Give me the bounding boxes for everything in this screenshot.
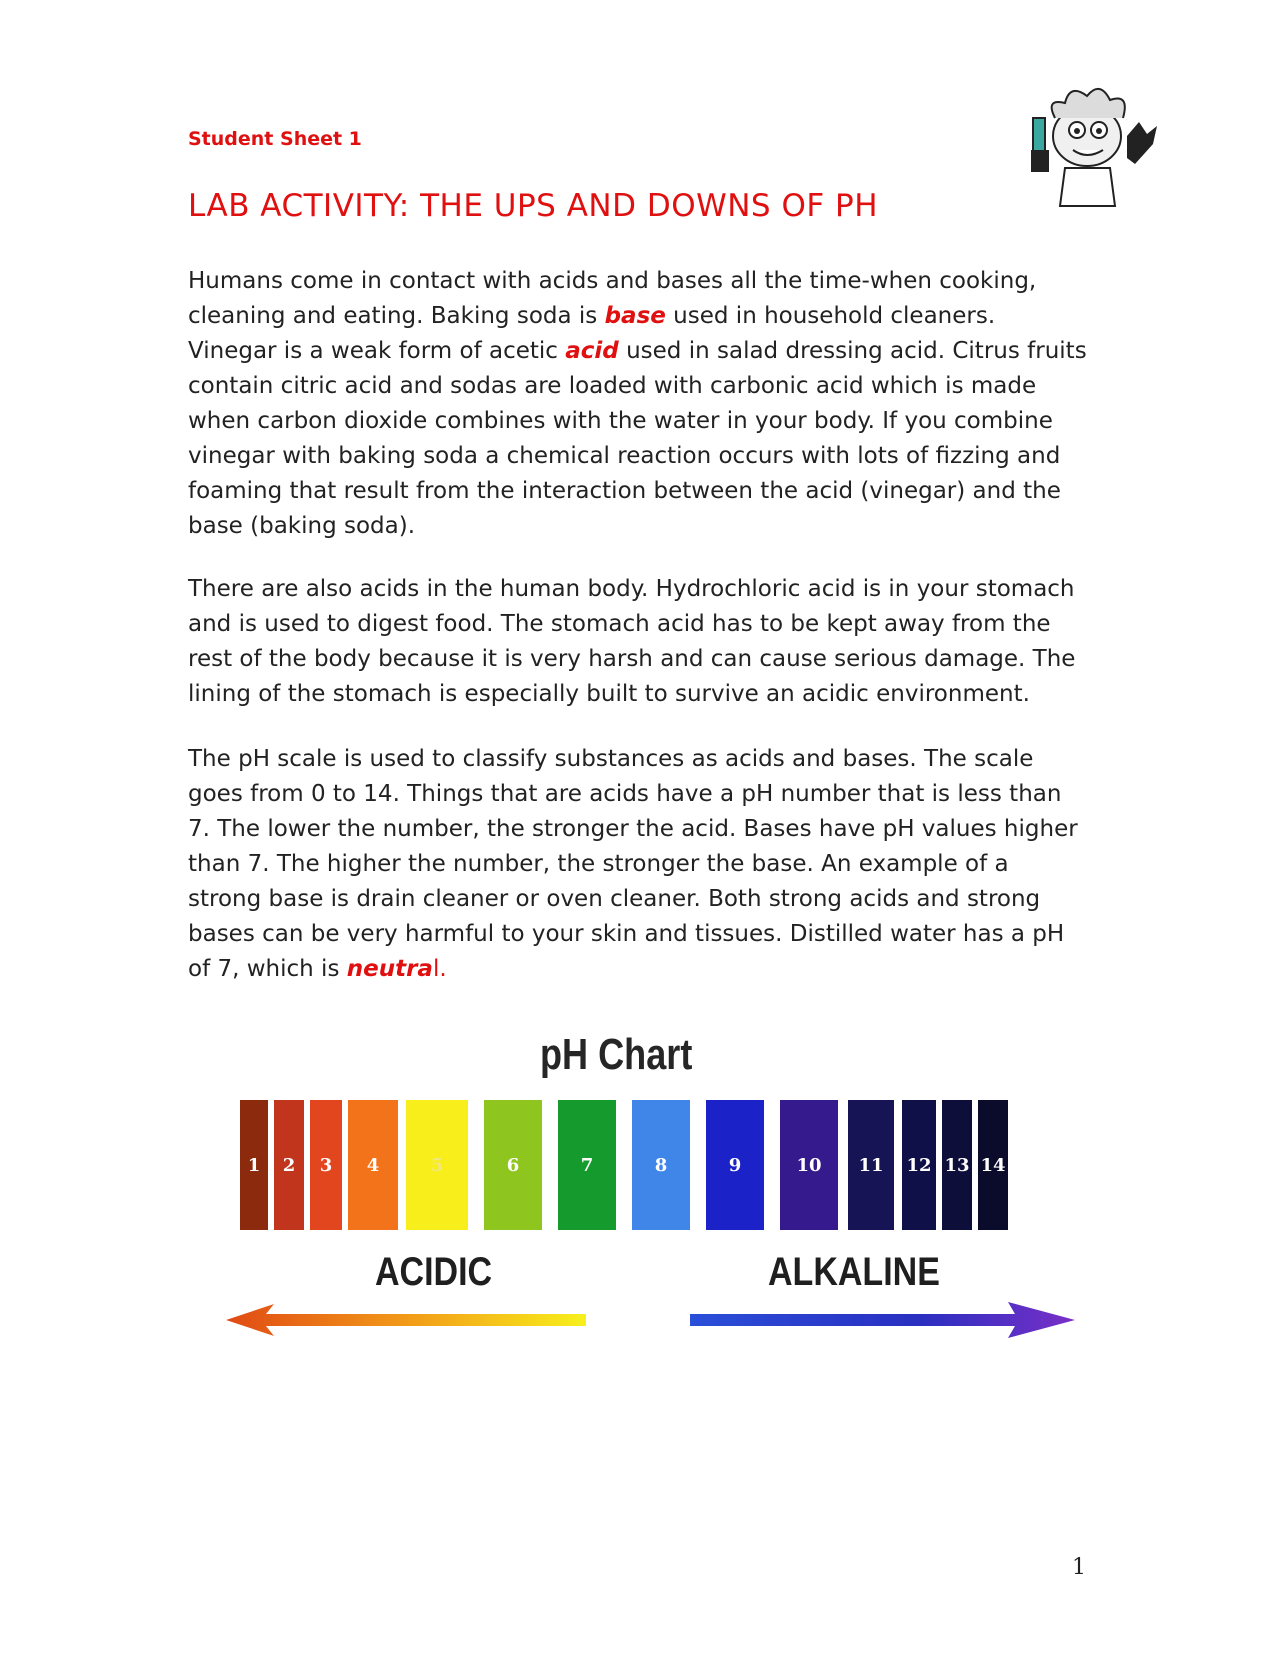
paragraph-body-acids: There are also acids in the human body. Hydrochloric acid is in your stomach and is used to digest food. The stomach acid has to be kept away from the rest of the body because it is very harsh and can cause serious damage. The lining of the stomach is especially built to survive an acidic environment. [188,576,1076,707]
ph-bar-3: 3 [310,1100,342,1230]
ph-bar-10: 10 [780,1100,838,1230]
ph-bar-4: 4 [348,1100,398,1230]
page-title: LAB ACTIVITY: THE UPS AND DOWNS OF PH [188,188,879,224]
ph-bar-12: 12 [902,1100,936,1230]
mad-scientist-icon [1015,78,1165,208]
highlight-neutral: neutra [346,956,433,982]
paragraph-intro [188,264,1088,544]
ph-bar-6: 6 [484,1100,542,1230]
paragraph-intro-text-b: used in household cleaners. Vinegar is a weak form of acetic [188,303,996,364]
ph-bar-11: 11 [848,1100,894,1230]
sheet-label: Student Sheet 1 [188,128,362,150]
ph-bar-8: 8 [632,1100,690,1230]
chart-title: pH Chart [540,1030,693,1079]
ph-bar-5: 5 [406,1100,468,1230]
ph-bar-13: 13 [942,1100,972,1230]
paragraph-intro-text-c: used in salad dressing acid. Citrus fruits contain citric acid and sodas are loaded with carbonic acid which is made when carbon dioxide combines with the water in your body. If you combine vinegar with baking soda a chemical reaction occurs with lots of fizzing and foaming that result from the interaction between the acid (vinegar) and the base (baking soda). [188,338,1087,539]
acidic-label: ACIDIC [375,1250,493,1294]
acidic-arrow-icon [226,1300,586,1340]
paragraph-ph-scale [188,742,1088,987]
alkaline-label: ALKALINE [768,1250,940,1294]
highlight-base: base [604,303,666,329]
ph-bar-7: 7 [558,1100,616,1230]
ph-bar-1: 1 [240,1100,268,1230]
ph-scale-bars [240,1100,1070,1240]
alkaline-arrow-icon [690,1298,1075,1342]
page-number: 1 [1072,1555,1086,1580]
highlight-acid: acid [565,338,619,364]
ph-bar-14: 14 [978,1100,1008,1230]
paragraph-ph-scale-text: The pH scale is used to classify substances as acids and bases. The scale goes from 0 to 14. Things that are acids have a pH number that is less than 7. The lower the number, the stronger the acid. Bases have pH values higher than 7. The higher the number, the stronger the base. An example of a strong base is drain cleaner or oven cleaner. Both strong acids and strong bases can be very harmful to your skin and tissues. Distilled water has a pH of 7, which is [188,746,1078,982]
highlight-neutral-tail: l. [432,956,447,982]
ph-bar-2: 2 [274,1100,304,1230]
ph-bar-9: 9 [706,1100,764,1230]
paragraph-intro-text-a: Humans come in contact with acids and bases all the time-when cooking, cleaning and eating. Baking soda is [188,268,1037,329]
